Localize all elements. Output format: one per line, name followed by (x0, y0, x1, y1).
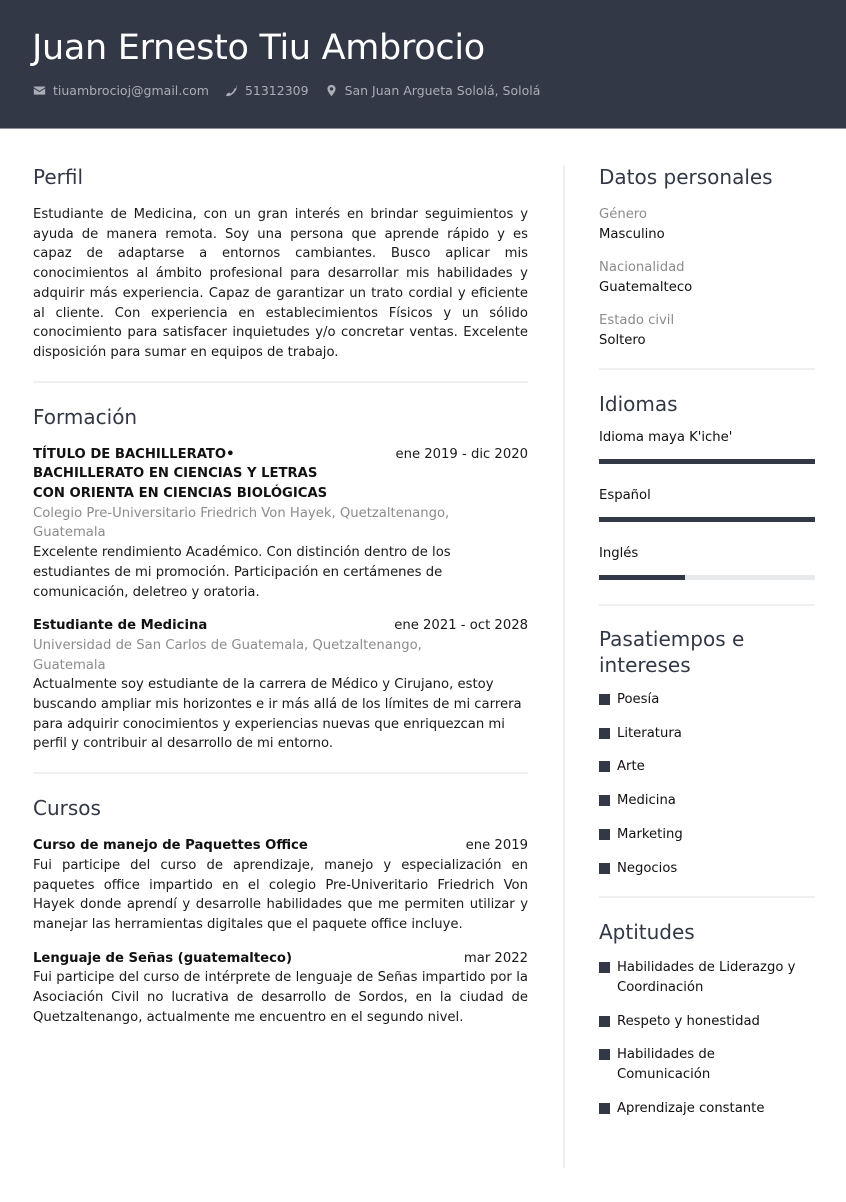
languages-section (599, 390, 815, 580)
language-item (599, 428, 815, 464)
profile-section (33, 163, 528, 363)
personal-item (599, 258, 815, 297)
section-title-education: Formación (33, 404, 138, 429)
entry-institution: Universidad de San Carlos de Guatemala, Quetzaltenango, Guatemala (33, 637, 422, 673)
entry-description: Excelente rendimiento Académico. Con distinción dentro de los estudiantes de mi promoción. Participación en certámenes de comunicación, deletreo y oratoria. (33, 545, 451, 600)
list-item (599, 958, 815, 997)
language-level-bar (599, 459, 815, 464)
column-divider (563, 165, 565, 1168)
item-label: Género (599, 207, 648, 222)
courses-section (33, 794, 528, 1027)
main-column (33, 163, 528, 1042)
item-text: Negocios (617, 860, 678, 876)
list-item (599, 1099, 815, 1119)
language-name: Español (599, 488, 651, 503)
phone-number[interactable]: 51312309 (244, 83, 309, 98)
item-text: Marketing (617, 826, 683, 842)
entry-date: ene 2019 - dic 2020 (395, 446, 528, 462)
item-value: Guatemalteco (599, 279, 693, 295)
item-value: Soltero (599, 332, 646, 348)
section-title-courses: Cursos (33, 796, 101, 821)
entry-title: Estudiante de Medicina (33, 618, 208, 634)
list-item (599, 1012, 815, 1032)
entry-date: mar 2022 (463, 950, 528, 966)
contact-info (33, 83, 556, 98)
entry-title: Lenguaje de Señas (guatemalteco) (33, 950, 292, 966)
language-name: Idioma maya K'iche' (599, 430, 733, 445)
language-level-bar (599, 575, 815, 580)
square-bullet-icon (599, 863, 610, 874)
item-text: Medicina (617, 793, 676, 809)
item-text: Aprendizaje constante (617, 1100, 765, 1116)
list-item (599, 825, 815, 845)
entry-date: ene 2019 (465, 838, 528, 854)
item-value: Masculino (599, 226, 665, 242)
personal-item (599, 311, 815, 350)
education-entry (33, 616, 528, 754)
section-title-profile: Perfil (33, 165, 84, 189)
hobbies-section (599, 626, 815, 878)
section-title-personal: Datos personales (599, 165, 773, 189)
envelope-icon (33, 84, 46, 97)
list-item (599, 859, 815, 879)
course-entry (33, 949, 528, 1028)
square-bullet-icon (599, 962, 610, 973)
hobbies-list (599, 690, 815, 878)
section-title-hobbies: Pasatiempos e intereses (599, 627, 745, 677)
profile-text: Estudiante de Medicina, con un gran interés en brindar seguimientos y ayuda de manera remota. Soy una persona que aprende rápido y es capaz de adaptarse a entornos cambiantes. Busco aplicar mis conocimientos al ámbito profesional para desarrollar mis habilidades y adquirir más experiencia. Capaz de garantizar un trato cordial y eficiente al cliente. Con experiencia en establecimientos Físicos y un sólido conocimiento para satisfacer inquietudes y/o concretar ventas. Excelente disposición para sumar en equipos de trabajo. (33, 207, 528, 360)
contact-phone (225, 83, 309, 98)
square-bullet-icon (599, 829, 610, 840)
section-title-skills: Aptitudes (599, 920, 695, 945)
language-level-fill (599, 575, 685, 580)
language-level-fill (599, 517, 815, 522)
section-title-languages: Idiomas (599, 392, 678, 416)
item-text: Habilidades de Comunicación (617, 1047, 715, 1083)
contact-address (325, 83, 541, 98)
language-name: Inglés (599, 546, 639, 561)
address: San Juan Argueta Sololá, Sololá (344, 83, 541, 98)
square-bullet-icon (599, 1049, 610, 1060)
entry-institution: Colegio Pre-Universitario Friedrich Von Hayek, Quetzaltenango, Guatemala (33, 505, 450, 541)
item-text: Habilidades de Liderazgo y Coordinación (617, 960, 796, 995)
course-entry (33, 836, 528, 935)
personal-item (599, 205, 815, 244)
education-section (33, 403, 528, 755)
language-level-bar (599, 517, 815, 522)
language-item (599, 486, 815, 522)
item-label: Estado civil (599, 313, 675, 328)
entry-description: Fui participe del curso de aprendizaje, manejo y especialización en paquetes office impartido en el colegio Pre-Univeritario Friedrich Von Hayek donde aprendí y desarrolle habilidades que me permiten utilizar y manejar las herramientas digitales que el paquete office incluye. (33, 857, 528, 932)
entry-date: ene 2021 - oct 2028 (394, 618, 528, 634)
list-item (599, 757, 815, 777)
map-pin-icon (325, 84, 338, 97)
item-label: Nacionalidad (599, 260, 685, 275)
resume-header (0, 0, 846, 129)
full-name: Juan Ernesto Tiu Ambrocio (32, 28, 485, 68)
square-bullet-icon (599, 795, 610, 806)
list-item (599, 1045, 815, 1084)
item-text: Poesía (617, 692, 660, 707)
entry-title: TÍTULO DE BACHILLERATO• BACHILLERATO EN CIENCIAS Y LETRAS CON ORIENTA EN CIENCIAS BIOLÓGICAS (33, 446, 328, 502)
phone-icon (225, 84, 238, 97)
language-level-fill (599, 459, 815, 464)
entry-description: Fui participe del curso de intérprete de lenguaje de Señas impartido por la Asociación Civil no lucrativa de desarrollo de Sordos, en la ciudad de Quetzaltenango, actualmente me encuentro en el segundo nivel. (33, 970, 528, 1025)
square-bullet-icon (599, 1103, 610, 1114)
contact-email (33, 83, 209, 98)
list-item (599, 791, 815, 811)
entry-title: Curso de manejo de Paquettes Office (33, 838, 308, 854)
sidebar (599, 163, 815, 1132)
section-divider (599, 368, 815, 370)
square-bullet-icon (599, 1016, 610, 1027)
square-bullet-icon (599, 694, 610, 705)
section-divider (599, 604, 815, 606)
item-text: Respeto y honestidad (617, 1013, 760, 1029)
item-text: Arte (617, 759, 645, 775)
skills-section (599, 918, 815, 1118)
education-entry (33, 445, 528, 603)
language-item (599, 544, 815, 580)
square-bullet-icon (599, 761, 610, 772)
entry-description: Actualmente soy estudiante de la carrera de Médico y Cirujano, estoy buscando ampliar mis horizontes e ir más allá de los límites de mi carrera para adquirir conocimientos y experiencias nuevas que enriquezcan mi perfil y contribuir al desarrollo de mi entorno. (33, 677, 522, 752)
skills-list (599, 958, 815, 1118)
section-divider (599, 896, 815, 898)
personal-section (599, 163, 815, 350)
item-text: Literatura (617, 725, 682, 741)
email-link[interactable]: tiuambrocioj@gmail.com (53, 83, 209, 98)
list-item (599, 724, 815, 744)
section-divider (33, 772, 528, 774)
section-divider (33, 381, 528, 383)
list-item (599, 690, 815, 710)
square-bullet-icon (599, 728, 610, 739)
